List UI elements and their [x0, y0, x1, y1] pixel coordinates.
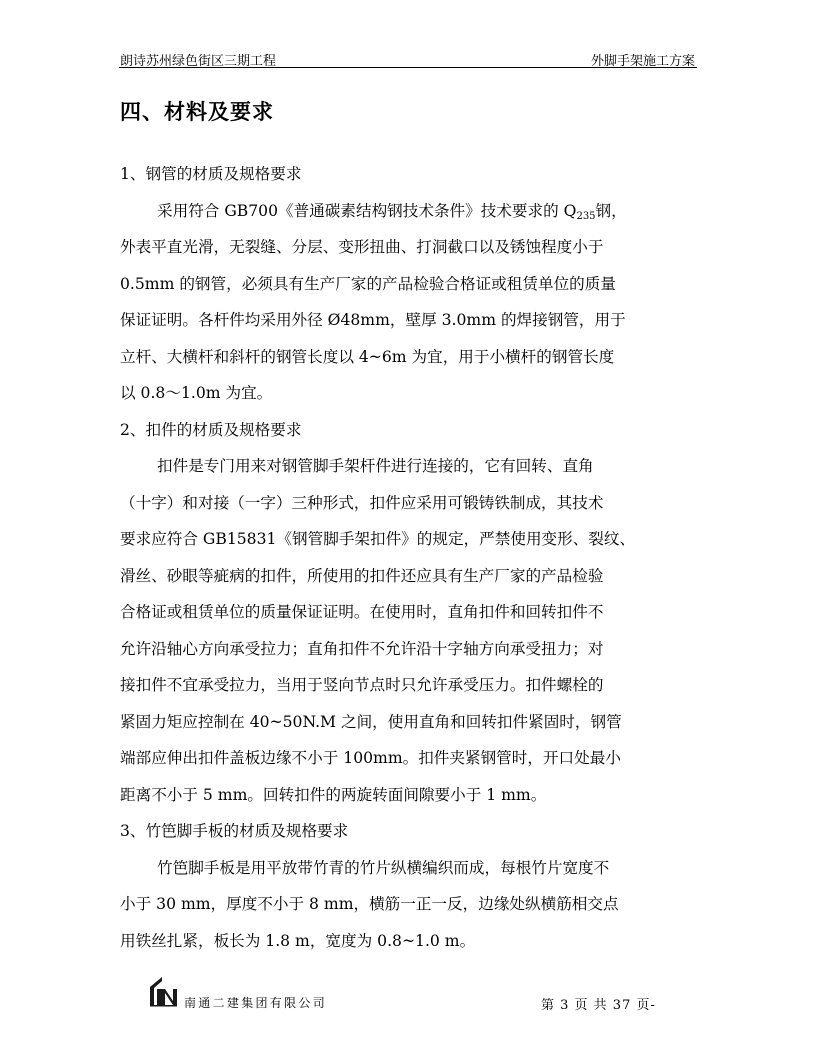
paragraph-line: 保证证明。各杆件均采用外径 Ø48mm，壁厚 3.0mm 的焊接钢管，用于	[120, 311, 626, 329]
text-run: 钢，	[595, 201, 627, 220]
paragraph-line: 接扣件不宜承受拉力，当用于竖向节点时只允许承受压力。扣件螺栓的	[120, 676, 604, 694]
header-divider	[119, 67, 697, 68]
subscript-235: 235	[576, 210, 596, 222]
paragraph-line	[120, 197, 698, 234]
paragraph-line: 合格证或租赁单位的质量保证证明。在使用时，直角扣件和回转扣件不	[120, 603, 604, 621]
paragraph-line: 紧固力矩应控制在 40~50N.M 之间，使用直角和回转扣件紧固时，钢管	[120, 712, 622, 731]
company-logo-icon	[148, 975, 178, 1007]
heading-steel-pipe: 1、钢管的材质及规格要求	[120, 165, 302, 183]
paragraph-line: 竹笆脚手板是用平放带竹青的竹片纵横编织而成，每根竹片宽度不	[157, 858, 610, 877]
paragraph-line: 以 0.8～1.0m 为宜。	[120, 384, 273, 402]
paragraph-line: 外表平直光滑，无裂缝、分层、变形扭曲、打洞截口以及锈蚀程度小于	[120, 238, 604, 256]
paragraph-line: 允许沿轴心方向承受拉力；直角扣件不允许沿十字轴方向承受扭力；对	[120, 639, 604, 658]
document-body	[120, 160, 698, 963]
header-project-name: 朗诗苏州绿色街区三期工程	[120, 54, 277, 69]
heading-coupler: 2、扣件的材质及规格要求	[120, 420, 302, 439]
footer-company-name: 南通二建集团有限公司	[184, 996, 328, 1010]
paragraph-line: 要求应符合 GB15831《钢管脚手架扣件》的规定，严禁使用变形、裂纹、	[120, 530, 636, 548]
paragraph-line: 小于 30 mm，厚度不小于 8 mm，横筋一正一反，边缘处纵横筋相交点	[120, 895, 619, 913]
paragraph-line: 距离不小于 5 mm。回转扣件的两旋转面间隙要小于 1 mm。	[120, 785, 547, 804]
heading-bamboo-board: 3、竹笆脚手板的材质及规格要求	[120, 822, 349, 840]
footer-page-number: 第 3 页 共 37 页-	[541, 998, 656, 1013]
text-run: 采用符合 GB700《普通碳素结构钢技术条件》技术要求的 Q	[157, 201, 577, 220]
paragraph-line: 滑丝、砂眼等疵病的扣件，所使用的扣件还应具有生产厂家的产品检验	[120, 566, 604, 585]
paragraph-line: 端部应伸出扣件盖板边缘不小于 100mm。扣件夹紧钢管时，开口处最小	[120, 749, 621, 767]
paragraph-line: 立杆、大横杆和斜杆的钢管长度以 4~6m 为宜，用于小横杆的钢管长度	[120, 347, 615, 366]
paragraph-line: 0.5mm 的钢管，必须具有生产厂家的产品检验合格证或租赁单位的质量	[120, 274, 616, 293]
paragraph-line: （十字）和对接（一字）三种形式，扣件应采用可锻铸铁制成，其技术	[120, 493, 604, 512]
paragraph-line: 用铁丝扎紧，板长为 1.8 m，宽度为 0.8~1.0 m。	[120, 931, 476, 950]
section-title: 四、材料及要求	[120, 99, 274, 124]
paragraph-line: 扣件是专门用来对钢管脚手架杆件进行连接的，它有回转、直角	[157, 457, 594, 475]
header-document-title: 外脚手架施工方案	[590, 54, 695, 69]
